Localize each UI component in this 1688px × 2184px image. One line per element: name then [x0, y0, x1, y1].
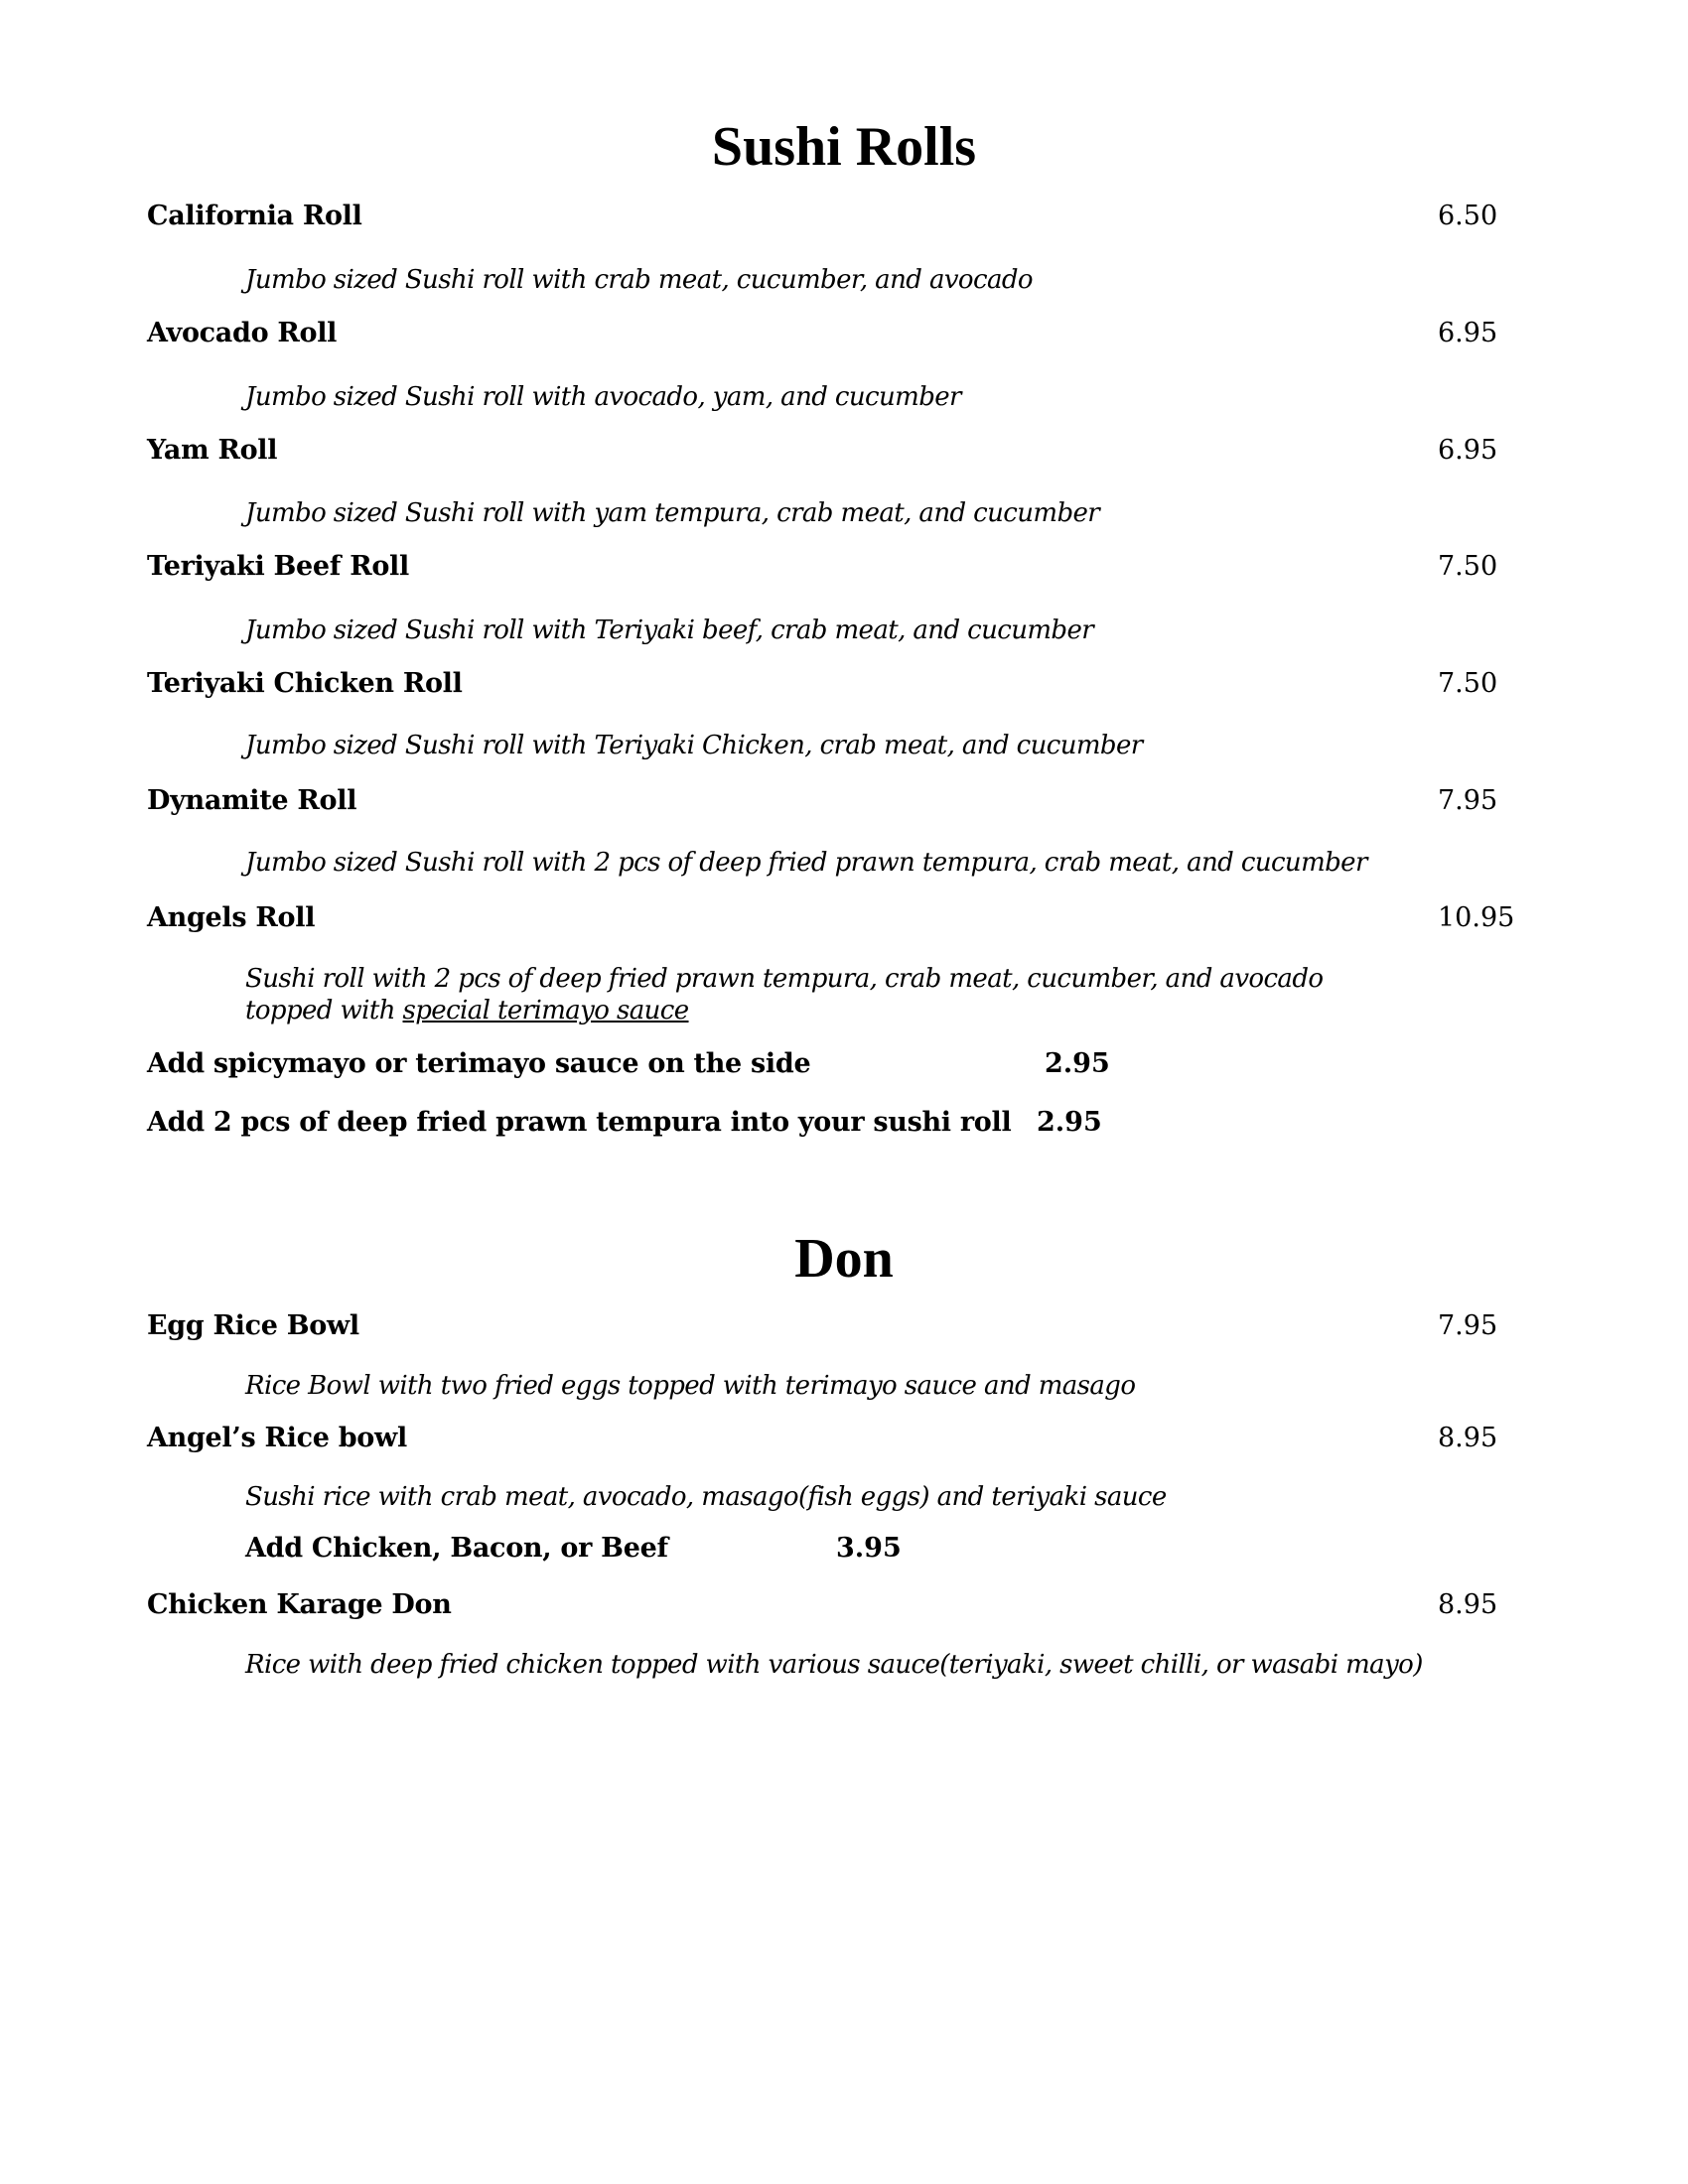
item-price: 6.95 [1438, 435, 1498, 466]
item-name: California Roll [147, 201, 362, 231]
item-price: 7.95 [1438, 1310, 1498, 1341]
addon-price: 2.95 [1037, 1107, 1102, 1138]
item-name: Egg Rice Bowl [147, 1310, 359, 1341]
item-price: 8.95 [1438, 1423, 1498, 1453]
item-name: Dynamite Roll [147, 785, 357, 816]
item-name: Yam Roll [147, 435, 278, 466]
item-price: 6.95 [1438, 318, 1498, 348]
item-price: 7.95 [1438, 785, 1498, 816]
item-price: 6.50 [1438, 201, 1498, 231]
item-price: 10.95 [1438, 902, 1515, 933]
item-description: Jumbo sized Sushi roll with Teriyaki beef, crab meat, and cucumber [245, 615, 1094, 645]
addon-label: Add 2 pcs of deep fried prawn tempura into your sushi roll [147, 1107, 1012, 1138]
item-description: Jumbo sized Sushi roll with crab meat, cucumber, and avocado [245, 265, 1033, 295]
item-description-line2 [245, 995, 689, 1026]
item-name: Teriyaki Beef Roll [147, 551, 409, 582]
item-name: Angels Roll [147, 902, 316, 933]
item-description: Jumbo sized Sushi roll with yam tempura, crab meat, and cucumber [245, 498, 1100, 528]
item-name: Angel’s Rice bowl [147, 1423, 407, 1453]
item-description: Jumbo sized Sushi roll with avocado, yam, and cucumber [245, 382, 961, 412]
addon-label: Add Chicken, Bacon, or Beef [245, 1533, 668, 1564]
item-name: Avocado Roll [147, 318, 338, 348]
item-description: Jumbo sized Sushi roll with Teriyaki Chicken, crab meat, and cucumber [245, 731, 1143, 760]
item-price: 8.95 [1438, 1589, 1498, 1620]
item-description: Jumbo sized Sushi roll with 2 pcs of deep fried prawn tempura, crab meat, and cucumber [245, 848, 1367, 878]
addon-price: 2.95 [1045, 1048, 1110, 1079]
item-description: Sushi rice with crab meat, avocado, masago(fish eggs) and teriyaki sauce [245, 1482, 1167, 1512]
section-title-sushi-rolls: Sushi Rolls [711, 116, 977, 178]
underlined-sauce-note: special terimayo sauce [402, 996, 689, 1025]
addon-label: Add spicymayo or terimayo sauce on the side [147, 1048, 811, 1079]
item-price: 7.50 [1438, 668, 1498, 699]
item-description: Rice Bowl with two fried eggs topped with terimayo sauce and masago [245, 1371, 1136, 1401]
item-description: Rice with deep fried chicken topped with various sauce(teriyaki, sweet chilli, or wasabi mayo) [245, 1650, 1423, 1680]
section-title-don: Don [794, 1228, 894, 1290]
description-prefix: topped with [245, 996, 403, 1025]
addon-price: 3.95 [836, 1533, 902, 1564]
item-price: 7.50 [1438, 551, 1498, 582]
item-name: Teriyaki Chicken Roll [147, 668, 463, 699]
item-name: Chicken Karage Don [147, 1589, 452, 1620]
item-description-line1: Sushi roll with 2 pcs of deep fried prawn tempura, crab meat, cucumber, and avocado [245, 964, 1324, 994]
